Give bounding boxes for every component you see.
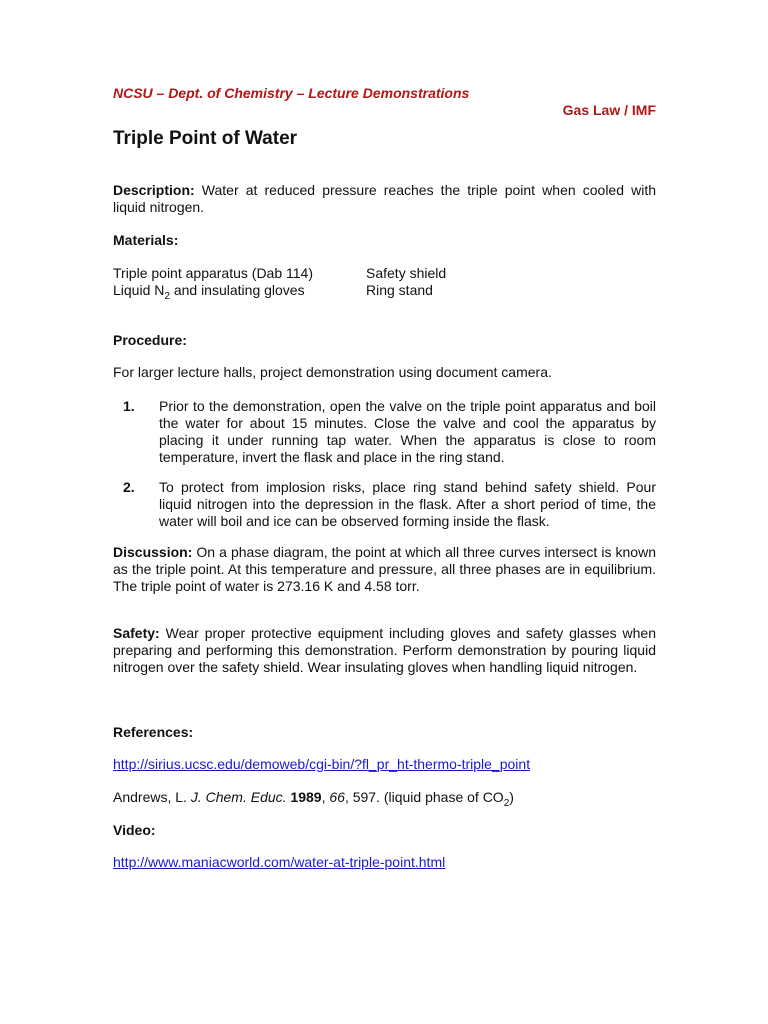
citation: Andrews, L. J. Chem. Educ. 1989, 66, 597. (liquid phase of $CO_2$) bbox=[113, 789, 514, 809]
materials-label: Materials: bbox=[113, 232, 179, 248]
citation-journal: J. Chem. Educ. bbox=[190, 789, 287, 805]
step-number-text: 1. bbox=[123, 398, 135, 414]
video-label: Video: bbox=[113, 822, 156, 838]
step-text: To protect from implosion risks, place ring stand behind safety shield. Pour liquid nitrogen into the depression in the flask. After a short period of time, the water will boil and ice can be observed forming inside the flask. bbox=[159, 479, 656, 529]
materials-list bbox=[113, 265, 656, 302]
description-text: Water at reduced pressure reaches the triple point when cooled with liquid nitrogen. bbox=[113, 182, 656, 215]
citation-volume: 66 bbox=[329, 789, 345, 805]
reference-link[interactable]: http://sirius.ucsc.edu/demoweb/cgi-bin/?fl_pr_ht-thermo-triple_point bbox=[113, 756, 531, 772]
citation-pages: , 597. (liquid phase of CO bbox=[344, 789, 504, 805]
procedure-label: Procedure: bbox=[113, 332, 187, 348]
reference-link-row bbox=[113, 756, 656, 773]
materials-row bbox=[113, 282, 656, 302]
discussion-label: Discussion: bbox=[113, 544, 193, 560]
safety-section bbox=[113, 625, 656, 676]
video-link-row bbox=[113, 854, 656, 871]
procedure-intro: For larger lecture halls, project demonstration using document camera. bbox=[113, 364, 552, 380]
material-item: Ring stand bbox=[366, 282, 433, 298]
citation-year: 1989 bbox=[290, 789, 322, 805]
citation-author: Andrews, L. bbox=[113, 789, 191, 805]
step-number bbox=[113, 479, 159, 530]
procedure-step bbox=[113, 398, 656, 466]
category-label: Gas Law / IMF bbox=[562, 102, 656, 118]
material-text: Liquid N bbox=[113, 282, 165, 298]
subscript: 2 bbox=[503, 797, 510, 809]
material-text: and insulating gloves bbox=[169, 282, 305, 298]
department-header: NCSU – Dept. of Chemistry – Lecture Demonstrations bbox=[113, 85, 470, 101]
page-title: Triple Point of Water bbox=[113, 128, 298, 149]
references-label: References: bbox=[113, 724, 194, 740]
materials-row bbox=[113, 265, 656, 282]
material-item: Safety shield bbox=[366, 265, 447, 281]
material-item bbox=[113, 282, 366, 302]
discussion-text: On a phase diagram, the point at which all three curves intersect is known as the triple point. At this temperature and pressure, all three phases are in equilibrium. The triple point of water is 273.16 K and 4.58 torr. bbox=[113, 544, 656, 594]
citation-end: ) bbox=[509, 789, 514, 805]
step-number bbox=[113, 398, 159, 466]
step-number-text: 2. bbox=[123, 479, 135, 495]
safety-label: Safety: bbox=[113, 625, 160, 641]
material-item: Triple point apparatus (Dab 114) bbox=[113, 265, 313, 281]
video-link[interactable]: http://www.maniacworld.com/water-at-triple-point.html bbox=[113, 854, 446, 870]
procedure-step bbox=[113, 479, 656, 530]
safety-text: Wear proper protective equipment including gloves and safety glasses when preparing and performing this demonstration. Perform demonstration by pouring liquid nitrogen over the safety shield. Wear insulating gloves when handling liquid nitrogen. bbox=[113, 625, 657, 675]
description-section bbox=[113, 182, 656, 216]
description-label: Description: bbox=[113, 182, 195, 198]
discussion-section bbox=[113, 544, 656, 595]
step-text: Prior to the demonstration, open the valve on the triple point apparatus and boil the water for about 15 minutes. Close the valve and cool the apparatus by placing it under running tap water. When the apparatus is close to room temperature, invert the flask and place in the ring stand. bbox=[159, 398, 656, 465]
subscript: 2 bbox=[164, 290, 170, 302]
